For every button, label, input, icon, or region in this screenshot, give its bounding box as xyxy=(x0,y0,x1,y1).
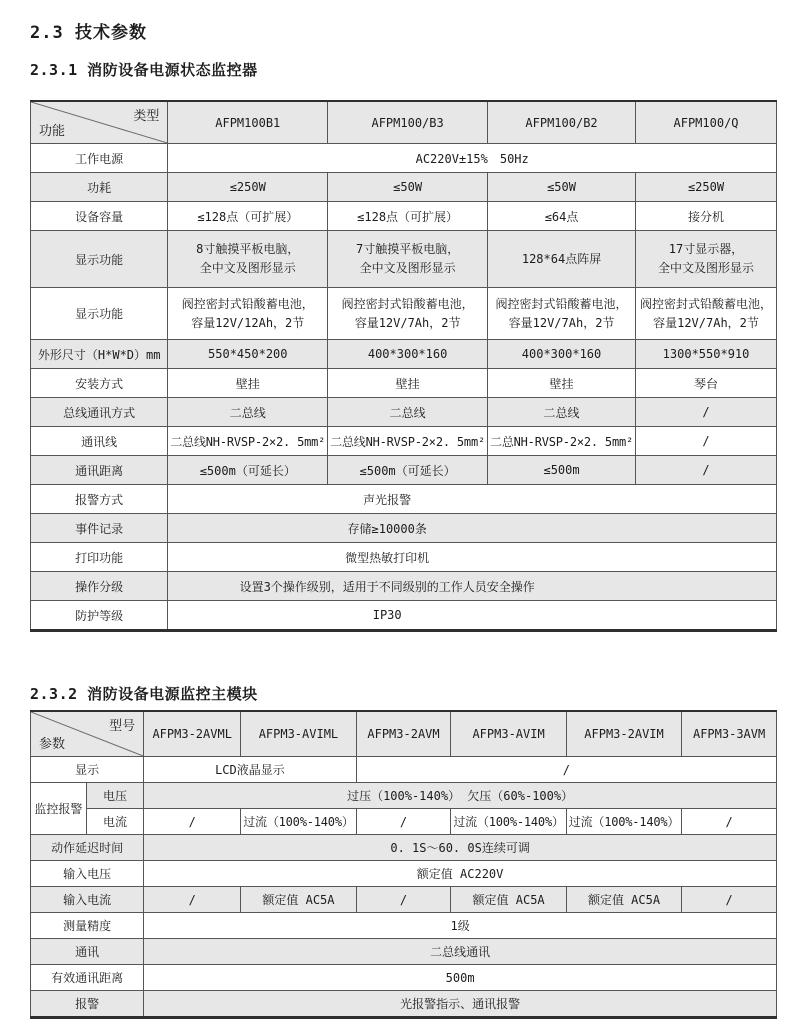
cell-value: 壁挂 xyxy=(328,369,488,398)
row-label: 防护等级 xyxy=(31,601,168,631)
cell-value: / xyxy=(682,887,777,913)
table-row xyxy=(31,288,777,340)
cell-value: / xyxy=(356,887,451,913)
table-row xyxy=(31,572,777,601)
cell-line: 容量12V/7Ah，2节 xyxy=(653,315,759,330)
cell-value: 过流（100%-140%） xyxy=(241,809,356,835)
row-label: 报警方式 xyxy=(31,485,168,514)
model-header: AFPM100/B3 xyxy=(328,101,488,144)
row-label: 报警 xyxy=(31,991,144,1018)
cell-value: ≤64点 xyxy=(488,202,636,231)
row-label: 功耗 xyxy=(31,173,168,202)
row-label: 通讯线 xyxy=(31,427,168,456)
row-label: 通讯 xyxy=(31,939,144,965)
table-row xyxy=(31,965,777,991)
cell-line: 128*64点阵屏 xyxy=(521,251,602,266)
cell-value: / xyxy=(636,427,777,456)
cell-line: 全中文及图形显示 xyxy=(658,261,755,275)
corner-model-label: 型号 xyxy=(109,719,136,734)
table-row xyxy=(31,427,777,456)
table-row xyxy=(31,398,777,427)
model-header: AFPM3-AVIML xyxy=(241,711,356,757)
cell-value: AC220V±15% 50Hz xyxy=(168,144,777,173)
row-label: 事件记录 xyxy=(31,514,168,543)
cell-value: 壁挂 xyxy=(488,369,636,398)
cell-value: ≤250W xyxy=(168,173,328,202)
table-row xyxy=(31,991,777,1018)
cell-value xyxy=(636,231,777,288)
row-label: 动作延迟时间 xyxy=(31,835,144,861)
cell-line: 8寸触摸平板电脑， xyxy=(196,242,300,256)
table-row xyxy=(31,514,777,543)
row-label: 显示功能 xyxy=(31,288,168,340)
row-label: 操作分级 xyxy=(31,572,168,601)
cell-value: 500m xyxy=(144,965,777,991)
cell-value: 存储≥10000条 xyxy=(168,514,777,543)
cell-value: ≤500m（可延长） xyxy=(168,456,328,485)
table-row xyxy=(31,913,777,939)
row-label: 测量精度 xyxy=(31,913,144,939)
cell-value: ≤500m xyxy=(488,456,636,485)
cell-value: / xyxy=(682,809,777,835)
model-header: AFPM3-2AVIM xyxy=(566,711,681,757)
cell-value: / xyxy=(144,887,241,913)
table-header-row xyxy=(31,101,777,144)
row-label: 设备容量 xyxy=(31,202,168,231)
power-status-monitor-table xyxy=(30,100,777,632)
power-monitor-module-table xyxy=(30,710,777,1019)
table-row xyxy=(31,543,777,572)
cell-value: / xyxy=(636,398,777,427)
cell-line: 阀控密封式铅酸蓄电池， xyxy=(181,296,314,311)
cell-value: 过流（100%-140%） xyxy=(451,809,566,835)
cell-value: 550*450*200 xyxy=(168,340,328,369)
cell-value: 接分机 xyxy=(636,202,777,231)
cell-value xyxy=(168,231,328,288)
cell-value: IP30 xyxy=(168,601,777,631)
cell-value: ≤500m（可延长） xyxy=(328,456,488,485)
table-row xyxy=(31,173,777,202)
cell-value: 额定值 AC5A xyxy=(241,887,356,913)
table-row xyxy=(31,861,777,887)
cell-value: 壁挂 xyxy=(168,369,328,398)
model-header: AFPM100B1 xyxy=(168,101,328,144)
corner-param-label: 参数 xyxy=(39,737,66,752)
cell-value: 1300*550*910 xyxy=(636,340,777,369)
cell-value: 400*300*160 xyxy=(488,340,636,369)
cell-value: / xyxy=(356,809,451,835)
row-sublabel: 电压 xyxy=(86,783,143,809)
cell-value: 微型热敏打印机 xyxy=(168,543,777,572)
table-row xyxy=(31,202,777,231)
cell-value xyxy=(168,288,328,340)
cell-value: 二总线NH-RVSP-2×2. 5mm² xyxy=(328,427,488,456)
cell-value: 琴台 xyxy=(636,369,777,398)
cell-value xyxy=(488,231,636,288)
table-row xyxy=(31,757,777,783)
model-header: AFPM100/Q xyxy=(636,101,777,144)
table-header-row xyxy=(31,711,777,757)
model-header: AFPM3-2AVML xyxy=(144,711,241,757)
corner-function-label: 功能 xyxy=(39,124,66,139)
cell-line: 容量12V/12Ah，2节 xyxy=(191,315,305,330)
cell-value: / xyxy=(144,809,241,835)
row-label: 监控报警 xyxy=(31,783,87,835)
model-header: AFPM3-3AVM xyxy=(682,711,777,757)
row-label: 工作电源 xyxy=(31,144,168,173)
cell-line: 阀控密封式铅酸蓄电池， xyxy=(341,296,474,311)
doc-title: 2.3 技术参数 xyxy=(30,23,147,43)
table-row xyxy=(31,485,777,514)
cell-value: 光报警指示、通讯报警 xyxy=(144,991,777,1018)
cell-value: 额定值 AC5A xyxy=(566,887,681,913)
cell-value xyxy=(328,288,488,340)
cell-value: 400*300*160 xyxy=(328,340,488,369)
cell-value: 过流（100%-140%） xyxy=(566,809,681,835)
corner-cell xyxy=(31,101,168,144)
row-label: 显示功能 xyxy=(31,231,168,288)
row-label: 输入电流 xyxy=(31,887,144,913)
cell-value: 额定值 AC5A xyxy=(451,887,566,913)
table-row xyxy=(31,809,777,835)
table-row xyxy=(31,369,777,398)
cell-value: 声光报警 xyxy=(168,485,777,514)
row-label: 输入电压 xyxy=(31,861,144,887)
model-header: AFPM3-AVIM xyxy=(451,711,566,757)
table-row xyxy=(31,601,777,631)
row-label: 显示 xyxy=(31,757,144,783)
row-label: 外形尺寸（H*W*D）mm xyxy=(31,340,168,369)
cell-value xyxy=(328,231,488,288)
cell-line: 容量12V/7Ah，2节 xyxy=(508,315,615,330)
table-row xyxy=(31,340,777,369)
corner-cell xyxy=(31,711,144,757)
cell-value: 二总线NH-RVSP-2×2. 5mm² xyxy=(168,427,328,456)
cell-value: 过压（100%-140%） 欠压（60%-100%） xyxy=(144,783,777,809)
section-title-232: 2.3.2 消防设备电源监控主模块 xyxy=(30,685,258,703)
row-label: 通讯距离 xyxy=(31,456,168,485)
cell-value: ≤50W xyxy=(488,173,636,202)
table-row xyxy=(31,456,777,485)
row-sublabel: 电流 xyxy=(86,809,143,835)
cell-value: ≤50W xyxy=(328,173,488,202)
cell-value: 二总NH-RVSP-2×2. 5mm² xyxy=(488,427,636,456)
section-title-231: 2.3.1 消防设备电源状态监控器 xyxy=(30,61,258,79)
cell-value: 二总线 xyxy=(488,398,636,427)
table-row xyxy=(31,231,777,288)
cell-value: LCD液晶显示 xyxy=(144,757,356,783)
cell-value: / xyxy=(356,757,776,783)
table-row xyxy=(31,144,777,173)
cell-value: 额定值 AC220V xyxy=(144,861,777,887)
cell-value: / xyxy=(636,456,777,485)
cell-value: 二总线通讯 xyxy=(144,939,777,965)
cell-line: 容量12V/7Ah，2节 xyxy=(354,315,461,330)
row-label: 打印功能 xyxy=(31,543,168,572)
cell-value: 二总线 xyxy=(328,398,488,427)
cell-line: 全中文及图形显示 xyxy=(359,261,456,275)
cell-value: 0. 1S～60. 0S连续可调 xyxy=(144,835,777,861)
table-row xyxy=(31,887,777,913)
cell-line: 7寸触摸平板电脑， xyxy=(355,242,460,256)
model-header: AFPM3-2AVM xyxy=(356,711,451,757)
cell-line: 17寸显示器， xyxy=(668,242,744,256)
cell-value: ≤128点（可扩展） xyxy=(168,202,328,231)
corner-type-label: 类型 xyxy=(133,109,160,124)
row-label: 有效通讯距离 xyxy=(31,965,144,991)
cell-line: 阀控密封式铅酸蓄电池， xyxy=(495,296,628,311)
cell-value: ≤128点（可扩展） xyxy=(328,202,488,231)
cell-value: 1级 xyxy=(144,913,777,939)
table-row xyxy=(31,939,777,965)
row-label: 总线通讯方式 xyxy=(31,398,168,427)
cell-value: ≤250W xyxy=(636,173,777,202)
table-row xyxy=(31,783,777,809)
cell-value: 设置3个操作级别，适用于不同级别的工作人员安全操作 xyxy=(168,572,777,601)
cell-value xyxy=(636,288,777,340)
table-row xyxy=(31,835,777,861)
cell-value xyxy=(488,288,636,340)
cell-value: 二总线 xyxy=(168,398,328,427)
cell-line: 全中文及图形显示 xyxy=(199,261,296,275)
cell-line: 阀控密封式铅酸蓄电池， xyxy=(640,296,773,311)
row-label: 安装方式 xyxy=(31,369,168,398)
model-header: AFPM100/B2 xyxy=(488,101,636,144)
